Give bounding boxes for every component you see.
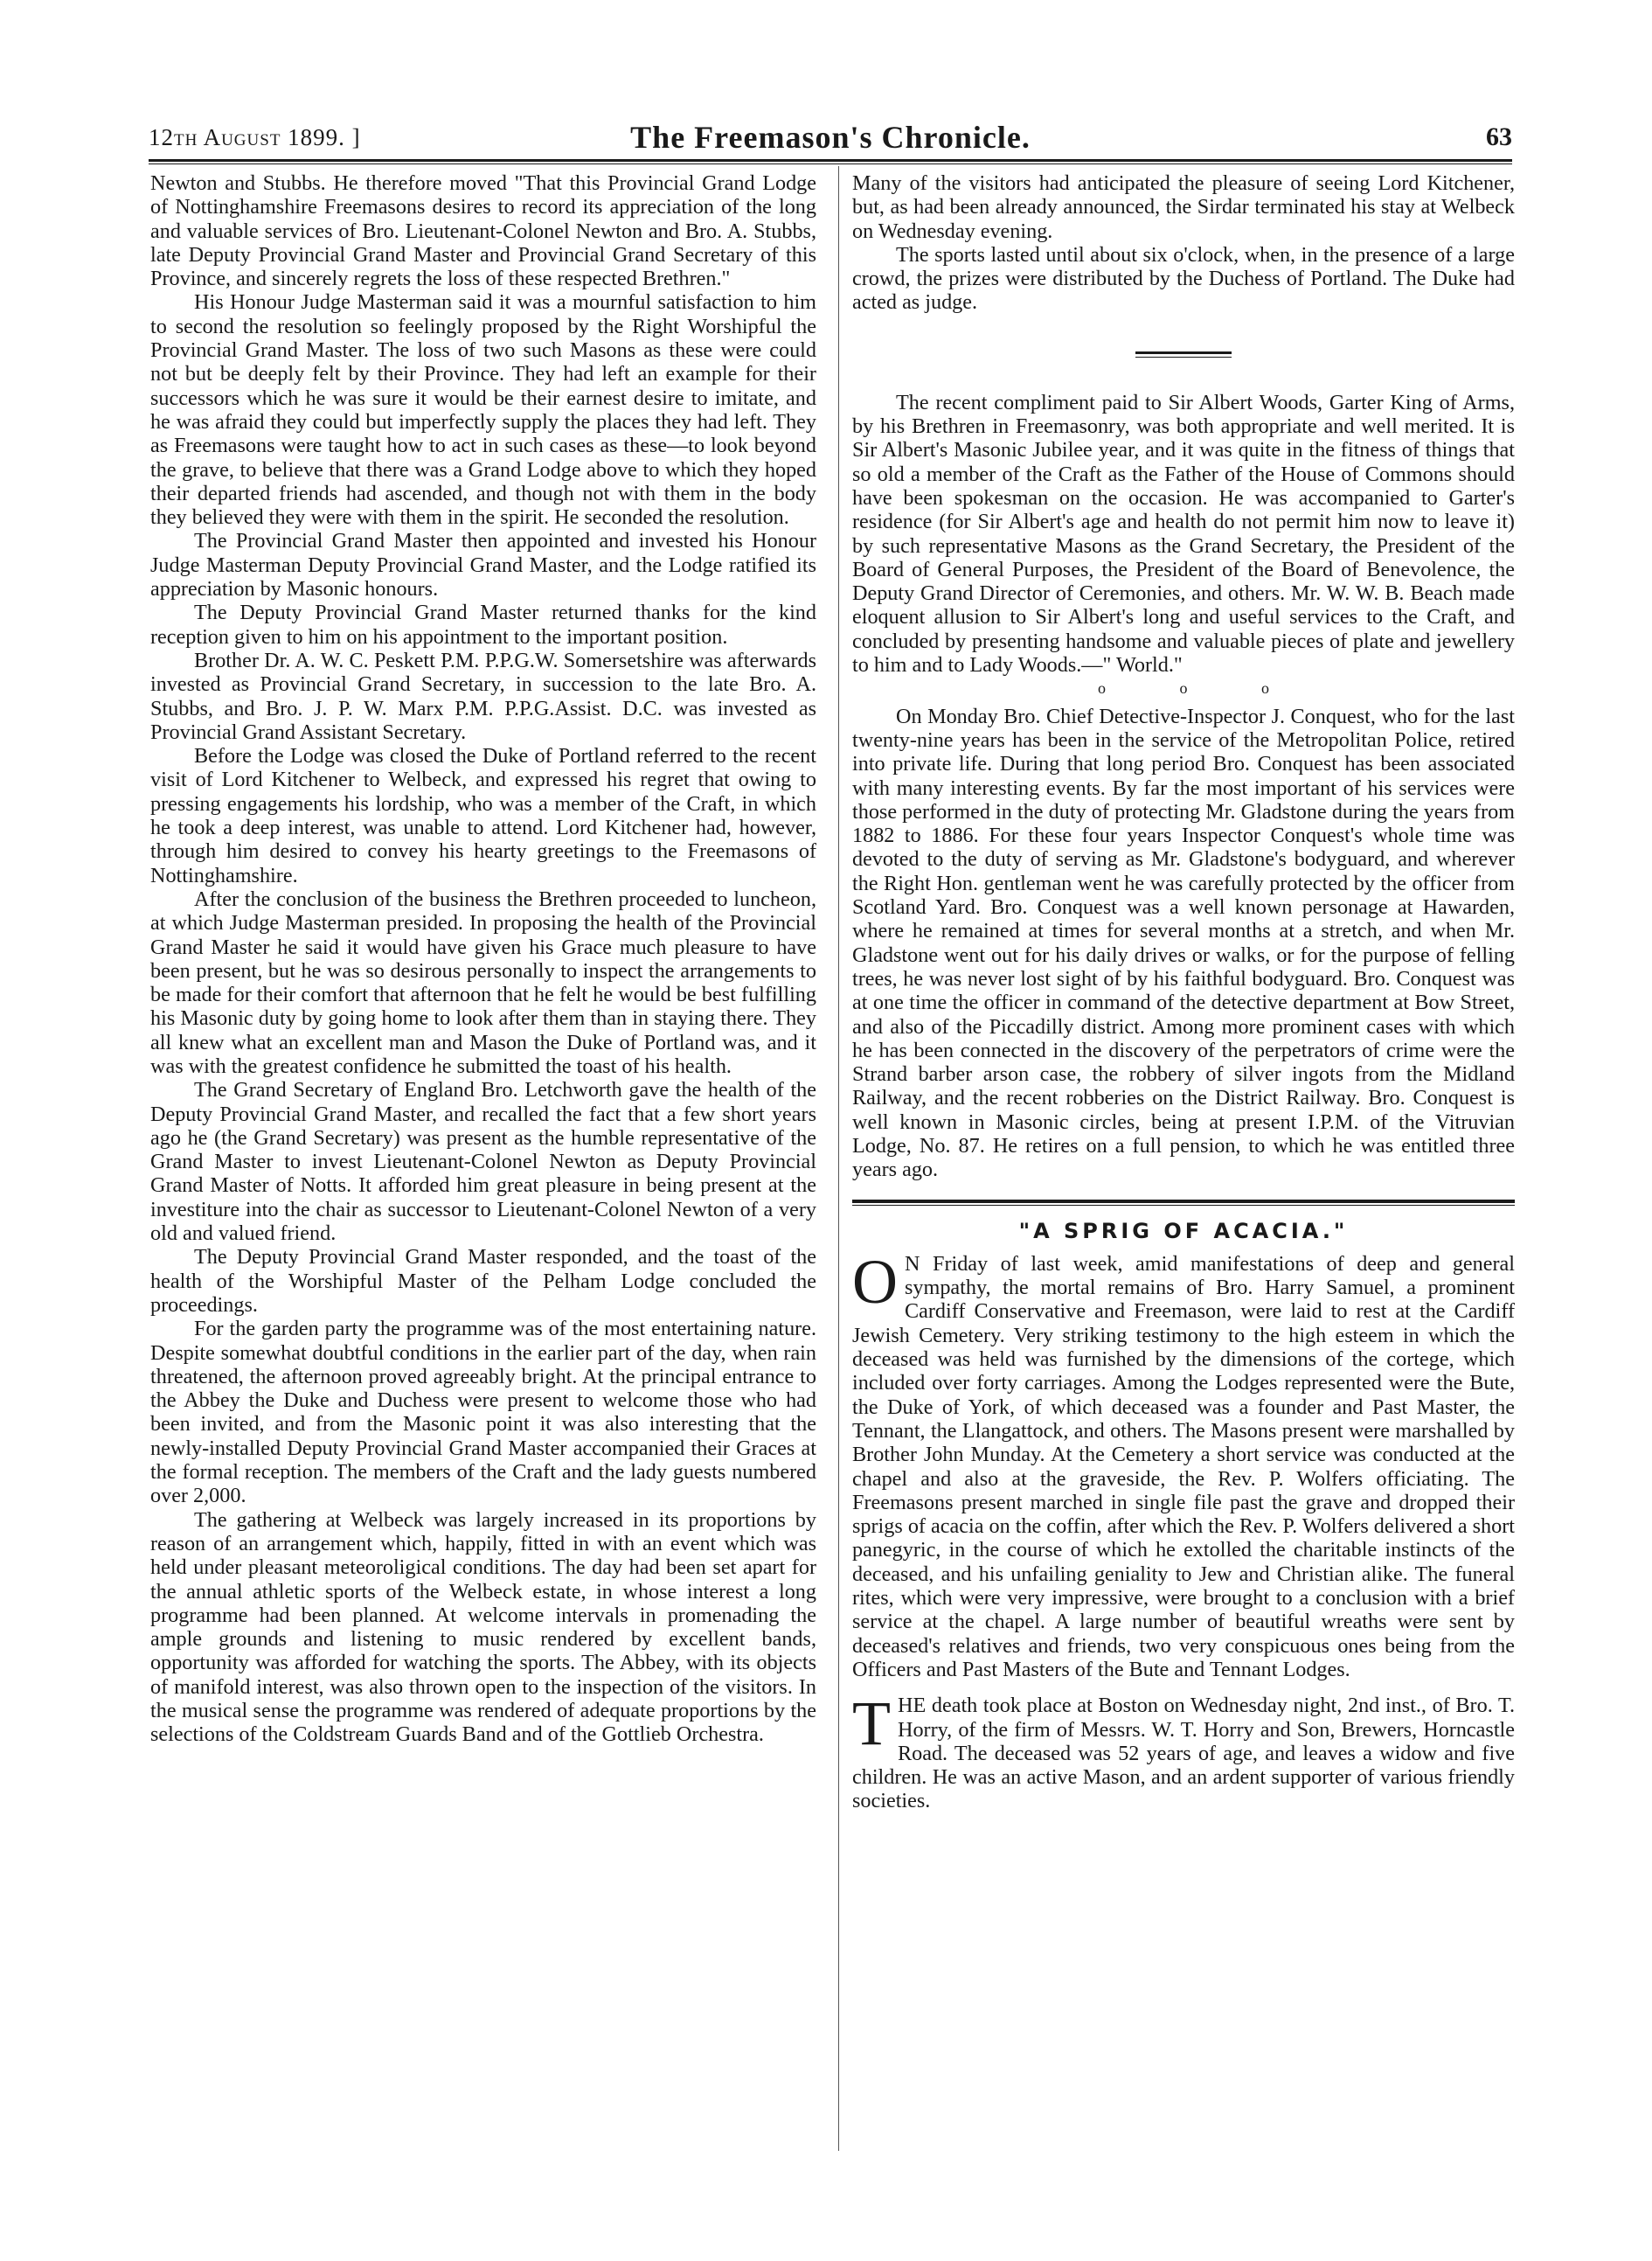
separator-dots: o o o <box>1098 679 1304 698</box>
conquest-paragraph: On Monday Bro. Chief Detective-Inspector J. Conquest, who for the last twenty-nine years has been in the service of the Metropolitan Police, retired into private life. During that long period Bro. Conquest has been associated with many interesting events. By far the most important of his services were those performed in the duty of protecting Mr. Gladstone during the years from 1882 to 1886. For these four years Inspector Conquest's whole time was devoted to the duty of serving as Mr. Gladstone's bodyguard, and wherever the Right Hon. gentleman went he was carefully protected by the officer from Scotland Yard. Bro. Conquest was a well known personage at Hawarden, where he remained at times for several months at a stretch, and when Mr. Gladstone went out for his daily drives or walks, or for the purpose of felling trees, he was never lost sight of by his faithful bodyguard. Bro. Conquest was at one time the officer in command of the detective department at Bow Street, and also of the Piccadilly district. Among more prominent cases with which he has been connected in the discovery of the perpetrators of crime were the Strand barber arson case, the robbery of silver ingots from the Midland Railway, and the recent robberies on the District Railway. Bro. Conquest is well known in Masonic circles, being at present I.P.M. of the Vitruvian Lodge, No. 87. He retires on a full pension, to which he was entitled three years ago. <box>852 704 1515 1182</box>
section-rule-thin <box>1135 357 1232 358</box>
section-title: "A SPRIG OF ACACIA." <box>1018 1218 1349 1243</box>
article-paragraph: The Deputy Provincial Grand Master responded, and the toast of the health of the Worshipful Master of the Pelham Lodge concluded the proceedings. <box>150 1245 816 1317</box>
article-paragraph: Many of the visitors had anticipated the pleasure of seeing Lord Kitchener, but, as had been already announced, the Sirdar terminated his stay at Welbeck on Wednesday evening. <box>852 171 1515 243</box>
header-rule <box>149 159 1512 162</box>
page-header <box>149 119 1512 157</box>
article-paragraph: The sports lasted until about six o'clock, when, in the presence of a large crowd, the prizes were distributed by the Duchess of Portland. The Duke had acted as judge. <box>852 242 1515 315</box>
article-paragraph: For the garden party the programme was of the most entertaining nature. Despite somewhat doubtful conditions in the earlier part of the day, when rain threatened, the afternoon proved agreeably bright. At the principal entrance to the Abbey the Duke and Duchess were present to welcome those who had been invited, and from the Masonic point it was also interesting that the newly-installed Deputy Provincial Grand Master accompanied their Graces at the formal reception. The members of the Craft and the lady guests numbered over 2,000. <box>150 1317 816 1508</box>
section-rule-thin <box>852 1205 1515 1206</box>
right-column <box>852 171 1515 1813</box>
article-paragraph: The Provincial Grand Master then appointed and invested his Honour Judge Masterman Deputy Provincial Grand Master, and the Lodge ratified its appreciation by Masonic honours. <box>150 529 816 602</box>
column-divider <box>838 166 839 2151</box>
woods-paragraph: The recent compliment paid to Sir Albert Woods, Garter King of Arms, by his Brethren in Freemasonry, was both appropriate and well merited. It is Sir Albert's Masonic Jubilee year, and it was quite in the fitness of things that so old a member of the Craft as the Father of the House of Commons should have been spokesman on the occasion. He was accompanied to Garter's residence (for Sir Albert's age and health do not permit him now to leave it) by such representative Masons as the Grand Secretary, the President of the Board of General Purposes, the President of the Board of Benevolence, the Deputy Grand Director of Ceremonies, and others. Mr. W. W. B. Beach made eloquent allusion to Sir Albert's long and useful services to the Craft, and concluded by presenting handsome and valuable pieces of plate and jewellery to him and to Lady Woods.—" World." <box>852 390 1515 678</box>
page-number: 63 <box>1486 122 1512 151</box>
acacia-paragraph <box>852 1246 1515 1681</box>
article-paragraph: Newton and Stubbs. He therefore moved "That this Provincial Grand Lodge of Nottinghamshire Freemasons desires to record its appreciation of the long and valuable services of Bro. Lieutenant-Colonel Newton and Bro. A. Stubbs, late Deputy Provincial Grand Master and Provincial Grand Secretary of this Province, and sincerely regrets the loss of these respected Brethren." <box>150 171 816 291</box>
horry-paragraph <box>852 1688 1515 1813</box>
publication-title: The Freemason's Chronicle. <box>630 120 1031 155</box>
article-paragraph: Before the Lodge was closed the Duke of Portland referred to the recent visit of Lord Kitchener to Welbeck, and expressed his regret that owing to pressing engagements his lordship, who was a member of the Craft, in which he took a deep interest, was unable to attend. Lord Kitchener had, however, through him desired to convey his hearty greetings to the Freemasons of Nottinghamshire. <box>150 744 816 887</box>
article-paragraph: The Deputy Provincial Grand Master returned thanks for the kind reception given to him on his appointment to the important position. <box>150 601 816 649</box>
article-paragraph: The Grand Secretary of England Bro. Letchworth gave the health of the Deputy Provincial Grand Master, and recalled the fact that a few short years ago he (the Grand Secretary) was present as the humble representative of the Grand Master to invest Lieutenant-Colonel Newton as Deputy Provincial Grand Master of Notts. It afforded him great pleasure in being present at the investiture into the chair as successor to Lieutenant-Colonel Newton of a very old and valued friend. <box>150 1078 816 1246</box>
article-paragraph: Brother Dr. A. W. C. Peskett P.M. P.P.G.W. Somersetshire was afterwards invested as Provincial Grand Secretary, in succession to the late Bro. A. Stubbs, and Bro. J. P. W. Marx P.M. P.P.G.Assist. D.C. was invested as Provincial Grand Assistant Secretary. <box>150 648 816 744</box>
section-rule <box>1135 351 1232 354</box>
left-column <box>150 171 816 1747</box>
section-rule-thick <box>852 1200 1515 1203</box>
article-paragraph: After the conclusion of the business the Brethren proceeded to luncheon, at which Judge Masterman presided. In proposing the health of the Provincial Grand Master he said it would have given his Grace much pleasure to have been present, but he was so desirous personally to inspect the arrangements to be made for their comfort that afternoon that he felt he would be best fulfilling his Masonic duty by going home to look after them than in staying there. They all knew what an excellent man and Mason the Duke of Portland was, and it was with the greatest confidence he submitted the toast of his health. <box>150 887 816 1078</box>
acacia-text: N Friday of last week, amid manifestations of deep and general sympathy, the mortal remains of Bro. Harry Samuel, a prominent Cardiff Conservative and Freemason, were laid to rest at the Cardiff Jewish Cemetery. Very striking testimony to the high esteem in which the deceased was held was furnished by the dimensions of the cortege, which included over forty carriages. Among the Lodges represented were the Bute, the Duke of York, of which deceased was a founder and Past Master, the Tennant, the Llangattock, and others. The Masons present were marshalled by Brother John Munday. At the Cemetery a short service was conducted at the chapel and also at the graveside, the Rev. P. Wolfers officiating. The Freemasons present marched in single file past the grave and dropped their sprigs of acacia on the coffin, after which the Rev. P. Wolfers delivered a short panegyric, in the course of which he extolled the charitable instincts of the deceased, and his unfailing geniality to Jew and Christian alike. The funeral rites, which were very impressive, were brought to a conclusion with a brief service at the chapel. A large number of beautiful wreaths were sent by deceased's relatives and friends, two very conspicuous ones being from the Officers and Past Masters of the Bute and Tennant Lodges. <box>852 1251 1515 1681</box>
drop-cap: O <box>852 1246 898 1317</box>
header-rule-thin <box>149 163 1512 164</box>
horry-text: HE death took place at Boston on Wednesday night, 2nd inst., of Bro. T. Horry, of the firm of Messrs. W. T. Horry and Son, Brewers, Horncastle Road. The deceased was 52 years of age, and leaves a widow and five children. He was an active Mason, and an ardent supporter of various friendly societies. <box>852 1694 1515 1813</box>
issue-date: 12th August 1899. ] <box>149 124 361 150</box>
drop-cap: T <box>852 1688 891 1759</box>
article-paragraph: His Honour Judge Masterman said it was a mournful satisfaction to him to second the resolution so feelingly proposed by the Right Worshipful the Provincial Grand Master. The loss of two such Masons as these were could not but be deeply felt by their Province. They had left an example for their successors which he was sure it would be their earnest desire to imitate, and he was afraid they could but imperfectly supply the places they had left. They as Freemasons were taught how to act in such cases as these—to look beyond the grave, to believe that there was a Grand Lodge above to which they hoped their departed friends had ascended, and though not with them in the body they believed they were with them in the spirit. He seconded the resolution. <box>150 290 816 530</box>
article-paragraph: The gathering at Welbeck was largely increased in its proportions by reason of an arrangement which, happily, fitted in with an event which was held under pleasant meteoroligical conditions. The day had been set apart for the annual athletic sports of the Welbeck estate, in whose interest a long programme had been planned. At welcome intervals in promenading the ample grounds and listening to music rendered by excellent bands, opportunity was afforded for watching the sports. The Abbey, with its objects of manifold interest, was also thrown open to the inspection of the visitors. In the musical sense the programme was rendered of adequate proportions by the selections of the Coldstream Guards Band and of the Gottlieb Orchestra. <box>150 1507 816 1747</box>
